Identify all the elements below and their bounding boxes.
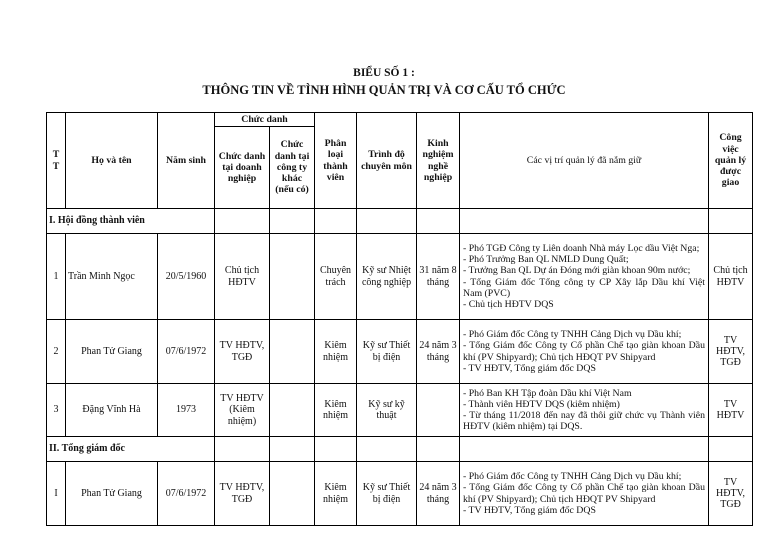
header-experience: Kinh nghiệm nghề nghiệp bbox=[417, 113, 460, 209]
assigned-role: TV HĐTV bbox=[709, 384, 753, 437]
position-line: - Phó Trưởng Ban QL NMLD Dung Quất; bbox=[463, 254, 629, 266]
member-name: Phan Tử Giang bbox=[66, 462, 158, 526]
company-title: TV HĐTV (Kiêm nhiệm) bbox=[215, 384, 270, 437]
member-classification: Kiêm nhiệm bbox=[315, 384, 357, 437]
position-line: - Phó Giám đốc Công ty TNHH Cảng Dịch vụ Dầu khí; bbox=[463, 471, 682, 483]
company-title: Chủ tịch HĐTV bbox=[215, 234, 270, 320]
birth-date: 1973 bbox=[158, 384, 215, 437]
education: Kỹ sư kỹ thuật bbox=[357, 384, 417, 437]
positions-held bbox=[460, 234, 709, 320]
education: Kỹ sư Thiết bị điện bbox=[357, 462, 417, 526]
position-line: - TV HĐTV, Tổng giám đốc DQS bbox=[463, 362, 596, 374]
company-title: TV HĐTV, TGĐ bbox=[215, 320, 270, 384]
header-title-group: Chức danh bbox=[215, 113, 315, 127]
member-name: Phan Tử Giang bbox=[66, 320, 158, 384]
other-title bbox=[270, 320, 315, 384]
positions-held bbox=[460, 320, 709, 384]
table-header bbox=[47, 113, 753, 209]
experience bbox=[417, 384, 460, 437]
member-name: Đặng Vĩnh Hà bbox=[66, 384, 158, 437]
birth-date: 07/6/1972 bbox=[158, 320, 215, 384]
company-title: TV HĐTV, TGĐ bbox=[215, 462, 270, 526]
table-body bbox=[47, 209, 753, 526]
table-row bbox=[47, 384, 753, 437]
positions-held bbox=[460, 462, 709, 526]
member-classification: Kiêm nhiệm bbox=[315, 462, 357, 526]
position-line: - Từ tháng 11/2018 đến nay đã thôi giữ chức vụ Thành viên HĐTV (kiêm nhiệm) tại DQS. bbox=[463, 410, 706, 433]
report-title: BIỂU SỐ 1 : bbox=[353, 67, 415, 79]
row-number: 2 bbox=[47, 320, 66, 384]
assigned-role: Chủ tịch HĐTV bbox=[709, 234, 753, 320]
position-line: - Tổng Giám đốc Công ty Cổ phần Chế tạo giàn khoan Dầu khí (PV Shipyard); Chủ tịch HĐQT PV Shipyard bbox=[463, 482, 706, 505]
table-row bbox=[47, 462, 753, 526]
header-name: Họ và tên bbox=[66, 113, 158, 209]
section-title: I. Hội đồng thành viên bbox=[47, 209, 215, 234]
header-birth-year: Năm sinh bbox=[158, 113, 215, 209]
section-row bbox=[47, 437, 753, 462]
education: Kỹ sư Thiết bị điện bbox=[357, 320, 417, 384]
position-line: - Trưởng Ban QL Dự án Đóng mới giàn khoan 90m nước; bbox=[463, 265, 691, 277]
position-line: - Tổng Giám đốc Công ty Cổ phần Chế tạo giàn khoan Dầu khí (PV Shipyard); Chủ tịch HĐQT PV Shipyard bbox=[463, 340, 706, 363]
position-line: - Phó Ban KH Tập đoàn Dầu khí Việt Nam bbox=[463, 387, 632, 399]
birth-date: 20/5/1960 bbox=[158, 234, 215, 320]
other-title bbox=[270, 462, 315, 526]
other-title bbox=[270, 384, 315, 437]
governance-table bbox=[46, 112, 753, 526]
experience: 24 năm 3 tháng bbox=[417, 320, 460, 384]
section-row bbox=[47, 209, 753, 234]
table-row bbox=[47, 234, 753, 320]
member-name: Trần Minh Ngọc bbox=[66, 234, 158, 320]
header-assigned-role: Công việc quản lý được giao bbox=[709, 113, 753, 209]
other-title bbox=[270, 234, 315, 320]
assigned-role: TV HĐTV, TGĐ bbox=[709, 462, 753, 526]
header-tt: T T bbox=[47, 113, 66, 209]
position-line: - TV HĐTV, Tổng giám đốc DQS bbox=[463, 504, 596, 516]
position-line: - Chủ tịch HĐTV DQS bbox=[463, 298, 554, 310]
table-row bbox=[47, 320, 753, 384]
experience: 24 năm 3 tháng bbox=[417, 462, 460, 526]
position-line: - Phó Giám đốc Công ty TNHH Cảng Dịch vụ Dầu khí; bbox=[463, 329, 682, 341]
education: Kỹ sư Nhiệt công nghiệp bbox=[357, 234, 417, 320]
header-positions: Các vị trí quản lý đã nắm giữ bbox=[460, 113, 709, 209]
header-classification: Phân loại thành viên bbox=[315, 113, 357, 209]
header-title-other: Chức danh tại công ty khác (nếu có) bbox=[270, 127, 315, 209]
experience: 31 năm 8 tháng bbox=[417, 234, 460, 320]
position-line: - Phó TGĐ Công ty Liên doanh Nhà máy Lọc dầu Việt Nga; bbox=[463, 242, 700, 254]
row-number: I bbox=[47, 462, 66, 526]
member-classification: Chuyên trách bbox=[315, 234, 357, 320]
header-education: Trình độ chuyên môn bbox=[357, 113, 417, 209]
report-subtitle: THÔNG TIN VỀ TÌNH HÌNH QUẢN TRỊ VÀ CƠ CẤU TỔ CHỨC bbox=[202, 83, 566, 97]
section-title: II. Tổng giám đốc bbox=[47, 437, 215, 462]
assigned-role: TV HĐTV, TGĐ bbox=[709, 320, 753, 384]
positions-held bbox=[460, 384, 709, 437]
birth-date: 07/6/1972 bbox=[158, 462, 215, 526]
position-line: - Thành viên HĐTV DQS (kiêm nhiệm) bbox=[463, 398, 620, 410]
row-number: 3 bbox=[47, 384, 66, 437]
member-classification: Kiêm nhiệm bbox=[315, 320, 357, 384]
header-title-company: Chức danh tại doanh nghiệp bbox=[215, 127, 270, 209]
position-line: - Tổng Giám đốc Tổng công ty CP Xây lắp Dầu khí Việt Nam (PVC) bbox=[463, 276, 706, 299]
row-number: 1 bbox=[47, 234, 66, 320]
